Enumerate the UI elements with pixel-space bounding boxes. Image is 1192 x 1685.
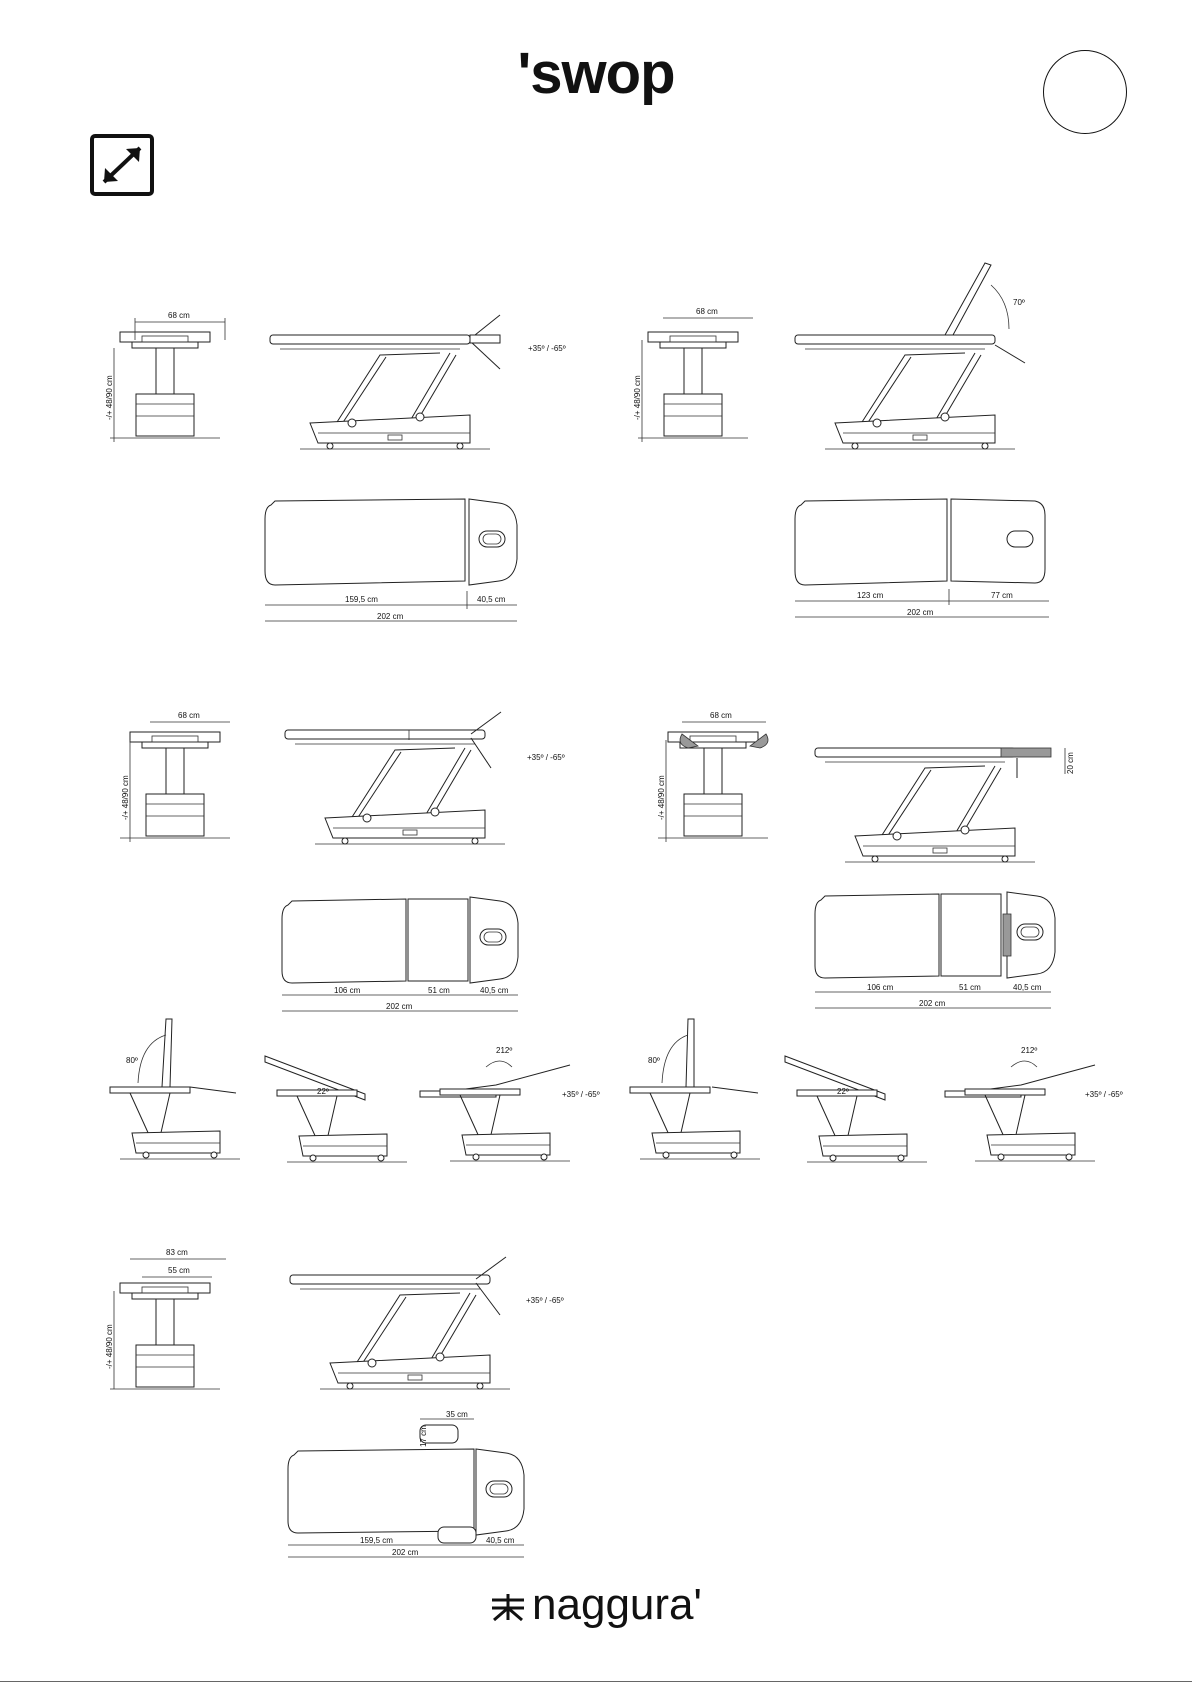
tilt-small-label: +35º / -65º	[562, 1090, 600, 1099]
length-label: 159,5 cm	[360, 1536, 393, 1545]
diagram-top-3	[282, 895, 542, 1015]
angle-label: 80º	[648, 1056, 660, 1065]
total-length-label: 202 cm	[386, 1002, 413, 1011]
diagram-top-2	[795, 495, 1075, 630]
circle-badge	[1043, 50, 1127, 134]
diagram-position-6	[945, 1046, 1125, 1165]
length-label: 40,5 cm	[1013, 983, 1042, 992]
footer-logo	[0, 1580, 1192, 1630]
length-label: 51 cm	[959, 983, 981, 992]
total-length-label: 202 cm	[392, 1548, 419, 1557]
height-label: -/+ 48/90 cm	[105, 375, 114, 420]
total-length-label: 202 cm	[919, 999, 946, 1008]
height-label: 17 cm	[419, 1425, 428, 1447]
diagram-top-1	[265, 495, 545, 630]
diagram-position-2	[265, 1050, 415, 1160]
width-label: 35 cm	[446, 1410, 468, 1419]
height-label: -/+ 48/90 cm	[657, 775, 666, 820]
diagram-side-2	[795, 255, 1075, 455]
angle-label: 22º	[317, 1087, 329, 1096]
diagram-side-3	[285, 700, 585, 850]
diagram-front-1	[100, 300, 240, 450]
brand-title: 'swop	[517, 41, 675, 106]
length-label: 51 cm	[428, 986, 450, 995]
tilt-label: +35º / -65º	[527, 753, 565, 762]
length-label: 40,5 cm	[480, 986, 509, 995]
diagram-front-5	[100, 1245, 240, 1395]
diagram-front-2	[628, 300, 768, 450]
angle-label: 80º	[126, 1056, 138, 1065]
angle-label: 212º	[1021, 1046, 1038, 1055]
total-length-label: 202 cm	[377, 612, 404, 621]
bottom-divider	[0, 1681, 1192, 1682]
width-label: 55 cm	[168, 1266, 190, 1275]
tilt-label: +35º / -65º	[526, 1296, 564, 1305]
footer-brand: naggura'	[532, 1580, 702, 1629]
tilt-small-label: +35º / -65º	[1085, 1090, 1123, 1099]
angle-label: 70º	[1013, 298, 1025, 307]
diagram-front-4	[648, 700, 788, 850]
length-label: 40,5 cm	[486, 1536, 515, 1545]
diagram-side-4	[815, 718, 1085, 868]
diagram-top-4	[815, 890, 1085, 1010]
diagram-position-4	[620, 1015, 770, 1160]
naggura-logo-icon	[490, 1592, 526, 1622]
angle-label: 212º	[496, 1046, 513, 1055]
total-length-label: 202 cm	[907, 608, 934, 617]
diagram-position-1	[100, 1015, 250, 1160]
width-label: 83 cm	[166, 1248, 188, 1257]
expand-arrows-icon	[90, 134, 154, 196]
diagram-side-1	[270, 305, 590, 455]
width-label: 68 cm	[168, 311, 190, 320]
diagram-position-5	[785, 1050, 935, 1160]
tilt-label: +35º / -65º	[528, 344, 566, 353]
length-label: 123 cm	[857, 591, 884, 600]
length-label: 106 cm	[867, 983, 894, 992]
diagram-top-5	[288, 1410, 548, 1557]
width-label: 68 cm	[710, 711, 732, 720]
height-label: 20 cm	[1066, 752, 1075, 774]
height-label: -/+ 48/90 cm	[105, 1324, 114, 1369]
diagram-front-3	[110, 700, 250, 850]
width-label: 68 cm	[696, 307, 718, 316]
length-label: 106 cm	[334, 986, 361, 995]
width-label: 68 cm	[178, 711, 200, 720]
length-label: 40,5 cm	[477, 595, 506, 604]
angle-label: 22º	[837, 1087, 849, 1096]
height-label: -/+ 48/90 cm	[633, 375, 642, 420]
length-label: 77 cm	[991, 591, 1013, 600]
diagram-side-5	[290, 1245, 590, 1395]
diagram-position-3	[420, 1046, 600, 1165]
height-label: -/+ 48/90 cm	[121, 775, 130, 820]
length-label: 159,5 cm	[345, 595, 378, 604]
